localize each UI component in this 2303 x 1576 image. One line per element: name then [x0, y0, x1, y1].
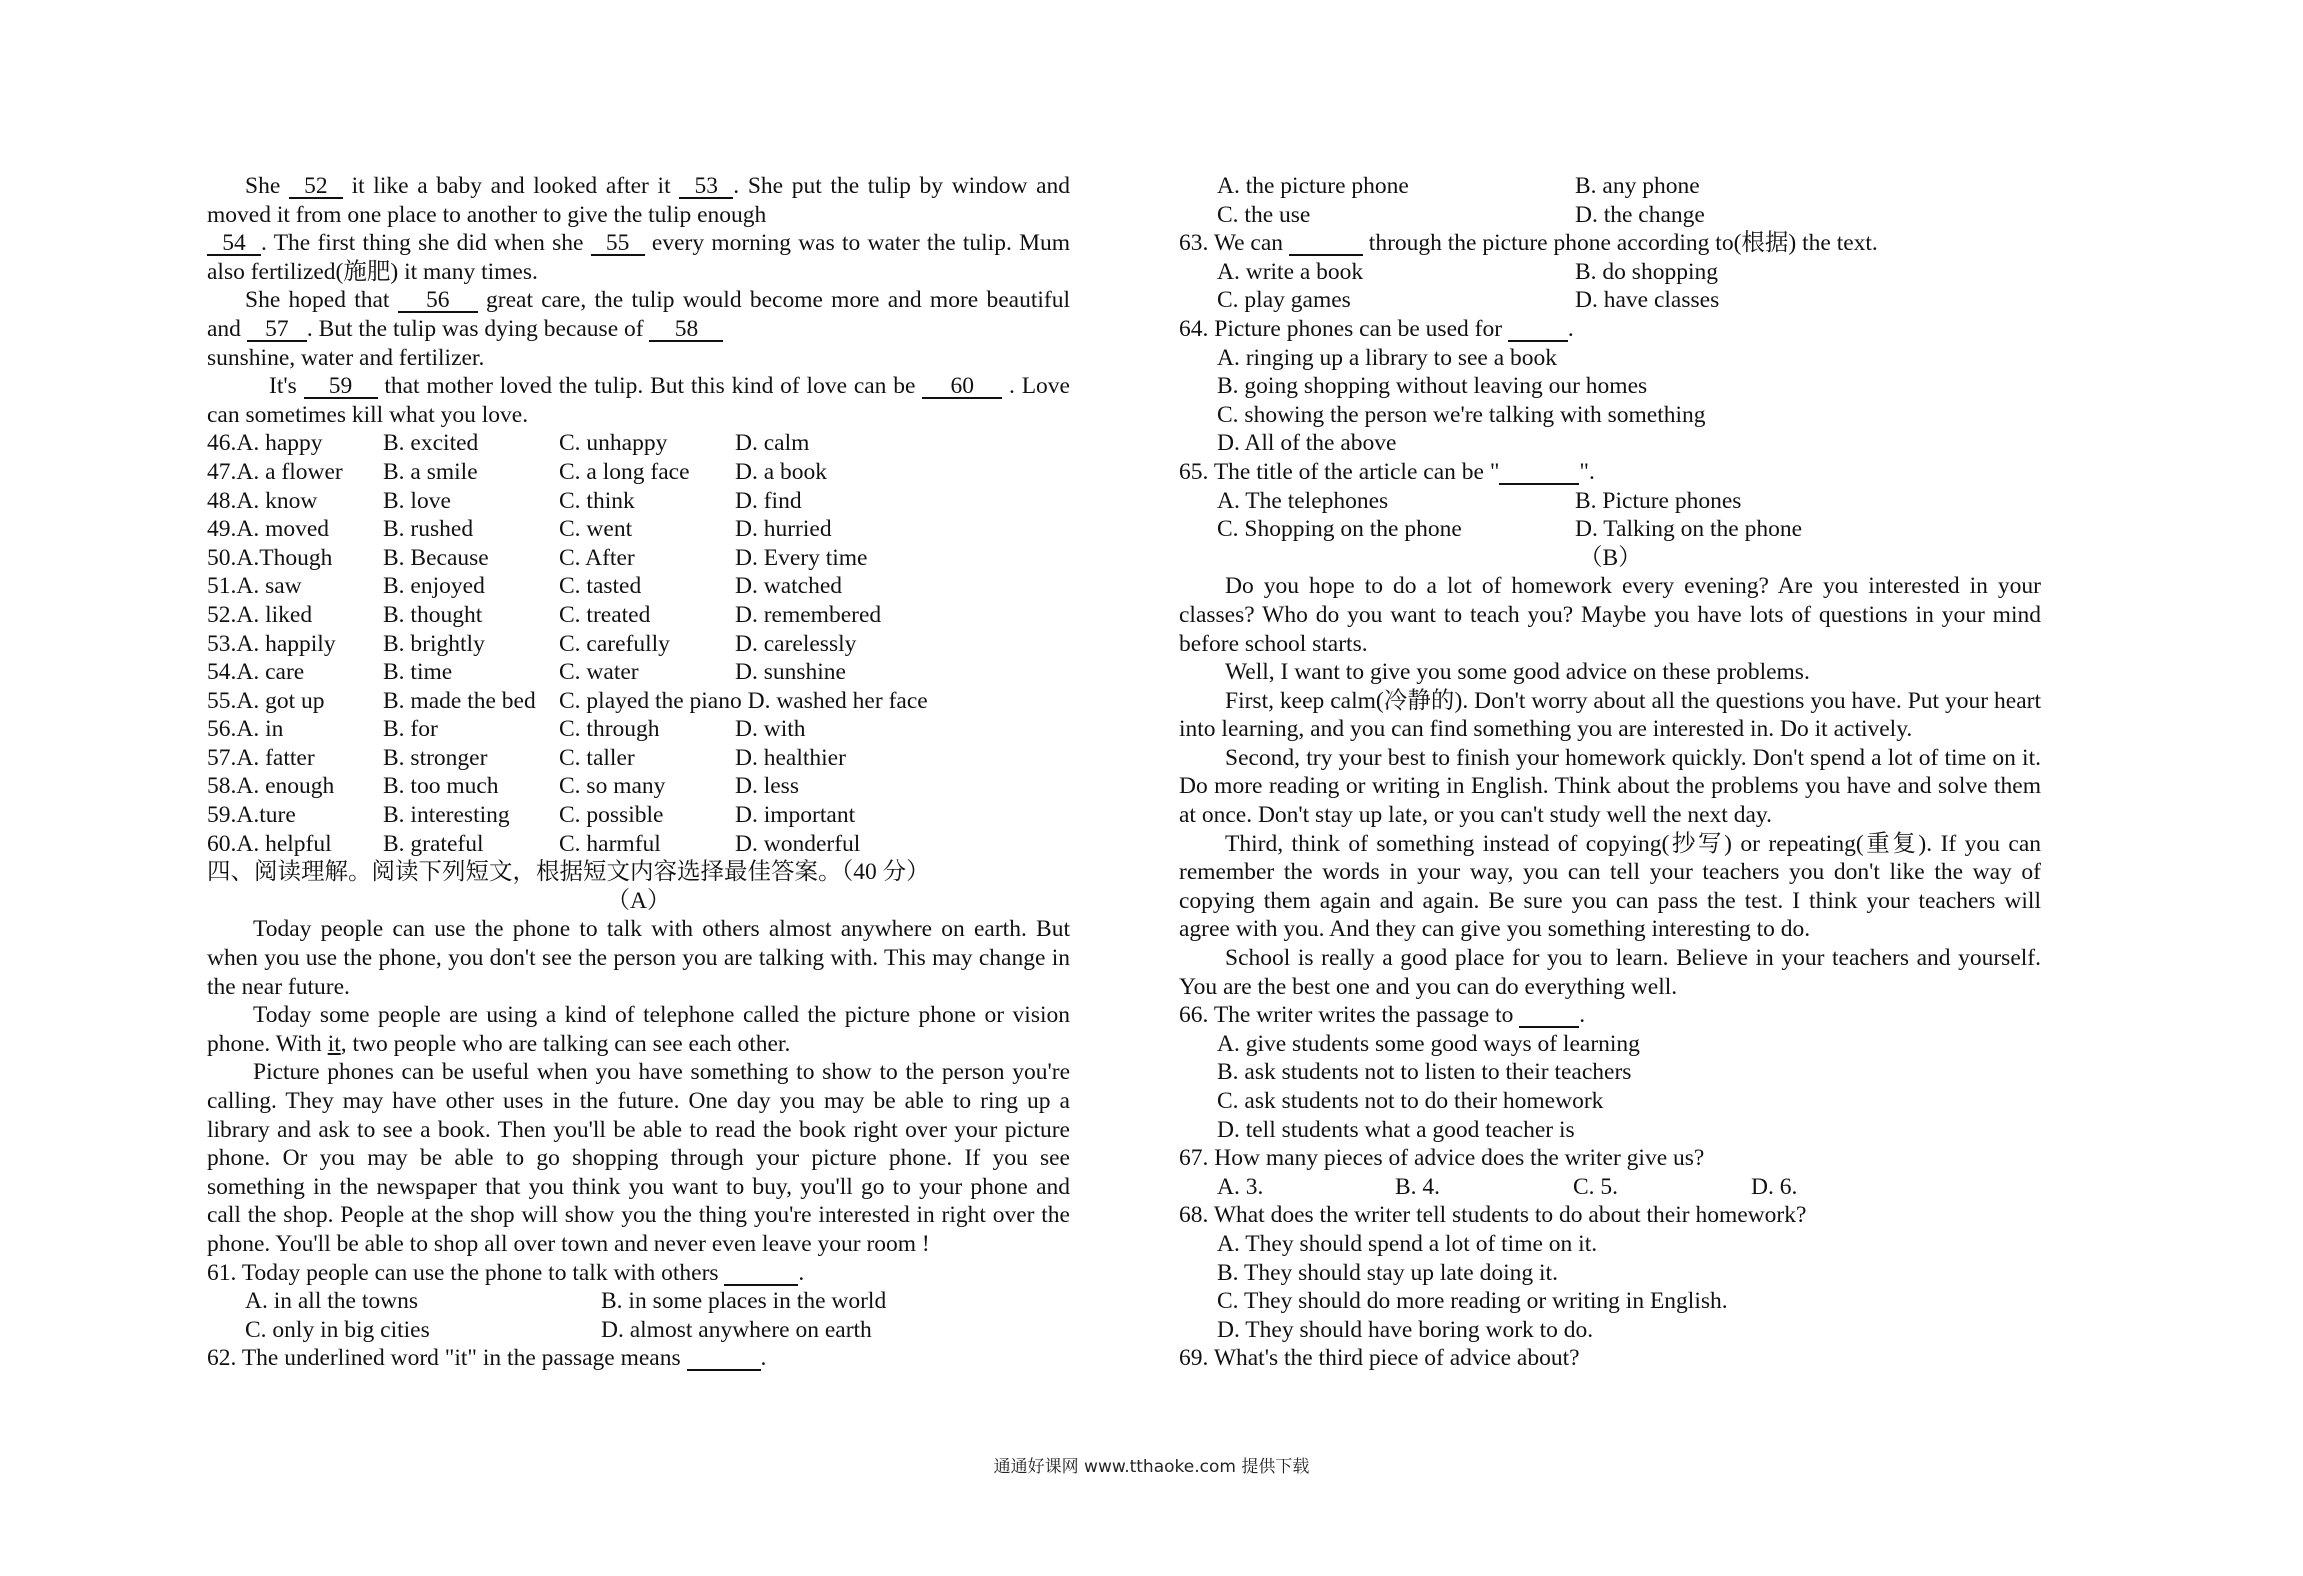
passage-b-label: （B）	[1579, 544, 1642, 571]
cloze-paragraph-2: 54 . The first thing she did when she 55 every morning was to water the tulip. Mum also fertilized(施肥) it many times.	[207, 230, 1070, 285]
answer-blank	[1289, 232, 1363, 256]
answer-blank	[1519, 1004, 1579, 1028]
passage-b-paragraph: Second, try your best to finish your homework quickly. Don't spend a lot of time on it. Do more reading or writing in English. Think about the problems you have and solve them at once. Don't stay up late, or you can't study well the next day.	[1179, 744, 2041, 829]
underlined-word: it	[327, 1030, 341, 1057]
question-62: 62. The underlined word "it" in the passage means .	[207, 1345, 767, 1372]
option: A. give students some good ways of learning	[1217, 1030, 1640, 1057]
option: C. ask students not to do their homework	[1217, 1088, 1604, 1114]
blank-58: 58	[649, 318, 723, 342]
choice-row: 59.A.ture B. interesting C. possible D. important	[207, 802, 856, 829]
option: D. They should have boring work to do.	[1217, 1316, 1594, 1343]
option: B. going shopping without leaving our homes	[1217, 373, 1648, 400]
blank-53: 53	[679, 175, 733, 199]
blank-57: 57	[247, 318, 307, 342]
choice-row: 53.A. happily B. brightly C. carefully D. carelessly	[207, 630, 857, 657]
options: A. 3. B. 4. C. 5. D. 6.	[1217, 1173, 1798, 1200]
choice-row: 58.A. enough B. too much C. so many D. less	[207, 773, 799, 800]
choice-row: 48.A. know B. love C. think D. find	[207, 487, 802, 514]
blank-56: 56	[398, 289, 478, 313]
options: A. in all the towns B. in some places in the world	[245, 1288, 887, 1315]
question-67: 67. How many pieces of advice does the writer give us?	[1179, 1145, 1705, 1172]
cloze-paragraph-4: It's 59 that mother loved the tulip. But this kind of love can be 60 . Love can sometimes kill what you love.	[207, 373, 1070, 428]
question-64: 64. Picture phones can be used for .	[1179, 315, 1574, 342]
left-column	[207, 172, 1070, 1373]
options: C. only in big cities D. almost anywhere on earth	[245, 1316, 872, 1343]
right-column	[1179, 172, 2041, 1373]
cloze-paragraph-3b: sunshine, water and fertilizer.	[207, 344, 485, 371]
option: C. They should do more reading or writing in English.	[1217, 1288, 1728, 1315]
options: C. play games D. have classes	[1217, 287, 1720, 314]
option: B. They should stay up late doing it.	[1217, 1259, 1558, 1286]
cloze-paragraph-1: She 52 it like a baby and looked after it 53 . She put the tulip by window and moved it from one place to another to give the tulip enough	[207, 173, 1071, 228]
choice-row: 54.A. care B. time C. water D. sunshine	[207, 659, 846, 686]
options: A. The telephones B. Picture phones	[1217, 487, 1742, 514]
passage-b-paragraph: First, keep calm(冷静的). Don't worry about all the questions you have. Put your heart into learning, and you can find something you are interested in. Do it actively.	[1179, 687, 2041, 743]
choice-row: 49.A. moved B. rushed C. went D. hurried	[207, 516, 832, 543]
answer-blank	[1499, 461, 1579, 485]
choice-list	[207, 429, 1070, 858]
options: A. write a book B. do shopping	[1217, 258, 1718, 285]
answer-blank	[687, 1347, 761, 1371]
options: C. Shopping on the phone D. Talking on the phone	[1217, 516, 1803, 543]
question-68: 68. What does the writer tell students to do about their homework?	[1179, 1202, 1807, 1229]
blank-60: 60	[922, 375, 1002, 399]
answer-blank	[1508, 318, 1568, 342]
blank-54: 54	[207, 232, 261, 256]
options: A. the picture phone B. any phone	[1217, 173, 1700, 199]
section-heading: 四、阅读理解。阅读下列短文，根据短文内容选择最佳答案。（40 分）	[207, 859, 930, 886]
choice-row: 60.A. helpful B. grateful C. harmful D. wonderful	[207, 830, 861, 857]
passage-a-paragraph: Today people can use the phone to talk with others almost anywhere on earth. But when you use the phone, you don't see the person you are talking with. This may change in the near future.	[207, 916, 1070, 1000]
passage-b-paragraph: School is really a good place for you to learn. Believe in your teachers and yourself. You are the best one and you can do everything well.	[1179, 945, 2041, 1000]
choice-row: 50.A.Though B. Because C. After D. Every time	[207, 544, 868, 571]
option: A. They should spend a lot of time on it.	[1217, 1230, 1598, 1257]
passage-a-paragraph: Today some people are using a kind of telephone called the picture phone or vision phone. With it, two people who are talking can see each other.	[207, 1002, 1070, 1057]
question-69: 69. What's the third piece of advice about?	[1179, 1345, 1580, 1372]
answer-blank	[724, 1262, 798, 1286]
passage-b-paragraph: Third, think of something instead of copying(抄写) or repeating(重复). If you can remember the words in your way, you can tell your teachers you don't like the way of copying them again and again. Be sure you can pass the test. I think your teachers will agree with you. And they can give you something interesting to do.	[1179, 830, 2041, 943]
choice-row: 57.A. fatter B. stronger C. taller D. healthier	[207, 744, 846, 771]
blank-55: 55	[591, 232, 645, 256]
footer-watermark: 通通好课网 www.tthaoke.com 提供下载	[993, 1457, 1310, 1477]
question-65: 65. The title of the article can be " ".	[1179, 458, 1595, 485]
choice-row: 46.A. happy B. excited C. unhappy D. calm	[207, 430, 810, 457]
option: C. showing the person we're talking with something	[1217, 401, 1706, 428]
choice-row: 55.A. got up B. made the bed C. played the piano D. washed her face	[207, 687, 928, 714]
passage-a-paragraph: Picture phones can be useful when you have something to show to the person you're calling. They may have other uses in the future. One day you may be able to ring up a library and ask to see a book. Then you'll be able to read the book right over your picture phone. Or you may be able to go shopping through your picture phone. If you see something in the newspaper that you think you want to buy, you'll go to your phone and call the shop. People at the shop will show you the thing you're interested in right over the phone. You'll be able to shop all over town and never even leave your room !	[207, 1059, 1070, 1257]
cloze-paragraph-3: She hoped that 56 great care, the tulip would become more and more beautiful and 57 . But the tulip was dying because of 58	[207, 287, 1071, 342]
choice-row: 47.A. a flower B. a smile C. a long face D. a book	[207, 458, 828, 485]
question-66: 66. The writer writes the passage to .	[1179, 1002, 1586, 1029]
option: D. tell students what a good teacher is	[1217, 1116, 1575, 1143]
option: B. ask students not to listen to their teachers	[1217, 1059, 1632, 1086]
question-61: 61. Today people can use the phone to talk with others .	[207, 1259, 805, 1286]
passage-b-paragraph: Do you hope to do a lot of homework every evening? Are you interested in your classes? Who do you want to teach you? Maybe you have lots of questions in your mind before school starts.	[1179, 573, 2041, 657]
question-63: 63. We can through the picture phone according to(根据) the text.	[1179, 230, 1878, 257]
option: D. All of the above	[1217, 430, 1397, 457]
options: C. the use D. the change	[1217, 201, 1705, 228]
choice-row: 52.A. liked B. thought C. treated D. remembered	[207, 601, 882, 628]
option: A. ringing up a library to see a book	[1217, 344, 1558, 371]
passage-a-label: （A）	[606, 887, 671, 914]
choice-row: 51.A. saw B. enjoyed C. tasted D. watched	[207, 573, 843, 600]
passage-b-paragraph: Well, I want to give you some good advice on these problems.	[1225, 659, 1810, 686]
blank-52: 52	[289, 175, 343, 199]
choice-row: 56.A. in B. for C. through D. with	[207, 716, 806, 743]
blank-59: 59	[304, 375, 378, 399]
